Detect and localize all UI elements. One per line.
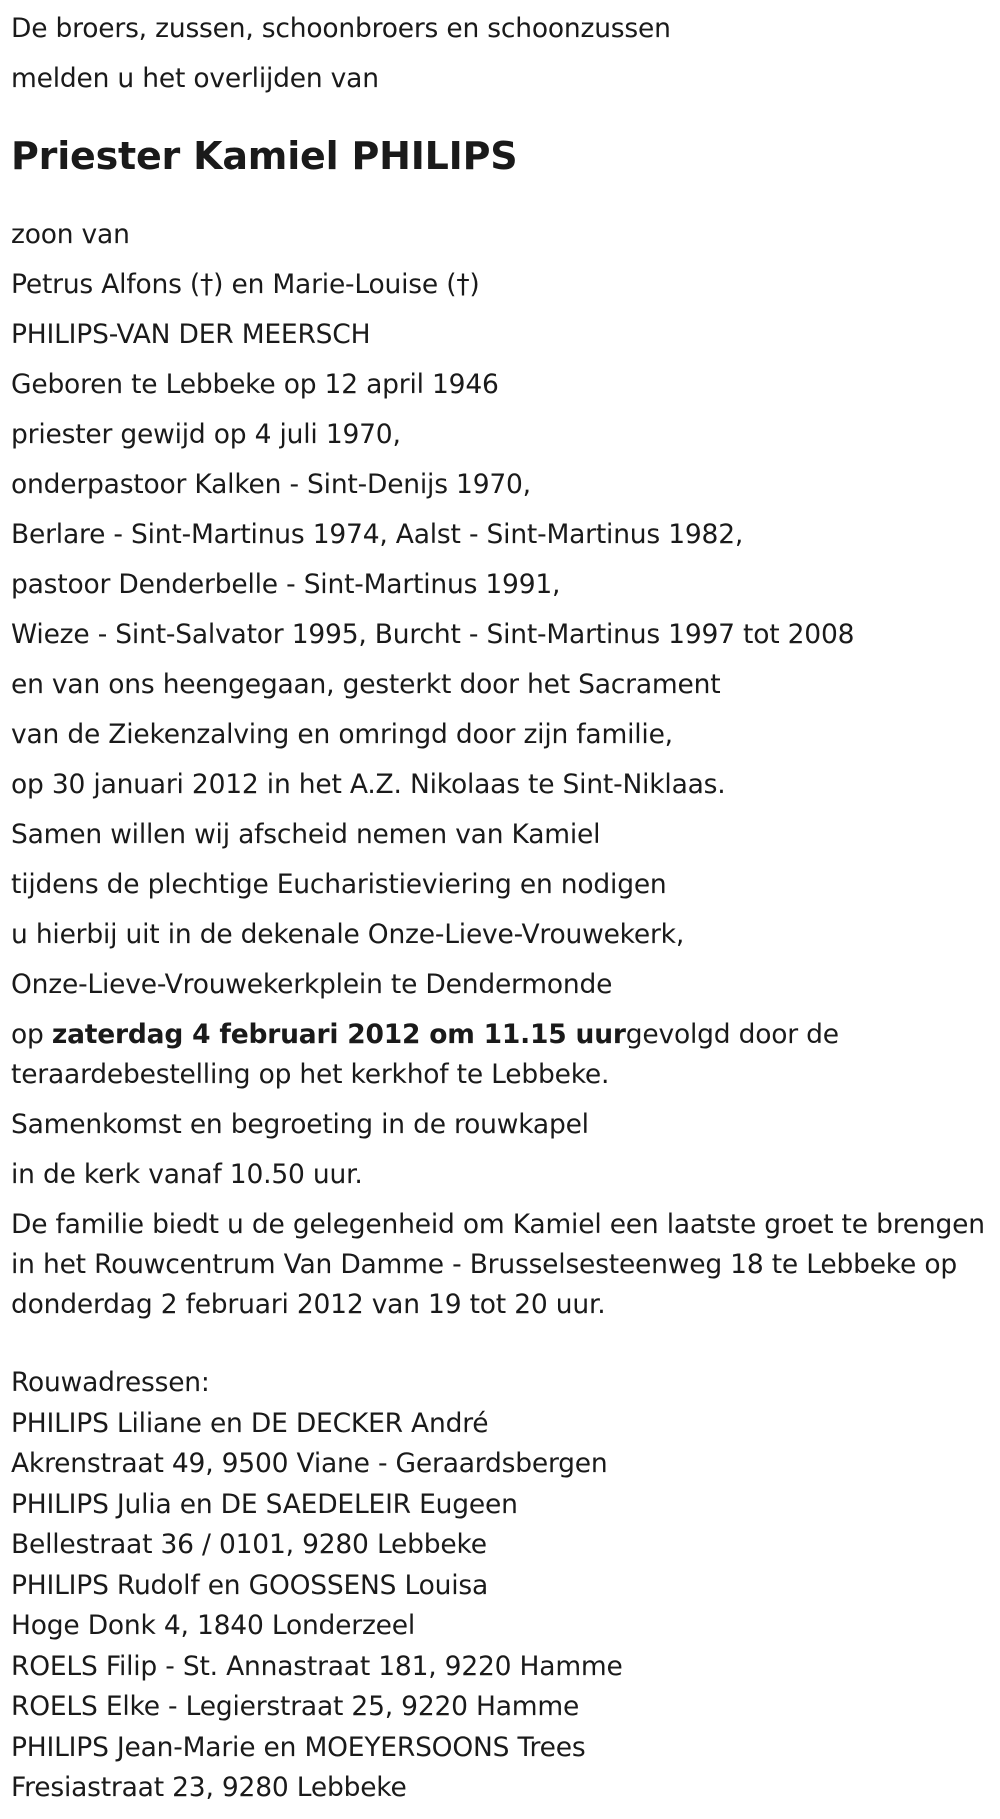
detail-line: Onze-Lieve-Vrouwekerkplein te Dendermonde — [11, 969, 613, 1000]
detail-line: Wieze - Sint-Salvator 1995, Burcht - Sint-Martinus 1997 tot 2008 — [11, 619, 855, 650]
address-line: PHILIPS Rudolf en GOOSSENS Louisa — [11, 1569, 489, 1601]
detail-line: van de Ziekenzalving en omringd door zijn familie, — [11, 719, 673, 750]
address-line: PHILIPS Jean-Marie en MOEYERSOONS Trees — [11, 1731, 586, 1763]
deceased-name-title: Priester Kamiel PHILIPS — [11, 134, 518, 178]
detail-line: pastoor Denderbelle - Sint-Martinus 1991, — [11, 569, 561, 600]
intro-line: melden u het overlijden van — [11, 63, 379, 94]
detail-line: Berlare - Sint-Martinus 1974, Aalst - Sint-Martinus 1982, — [11, 519, 744, 550]
detail-line: Petrus Alfons (†) en Marie-Louise (†) — [11, 269, 480, 300]
address-line: PHILIPS Julia en DE SAEDELEIR Eugeen — [11, 1488, 518, 1520]
detail-line: u hierbij uit in de dekenale Onze-Lieve-Vrouwekerk, — [11, 919, 685, 950]
detail-line: priester gewijd op 4 juli 1970, — [11, 419, 401, 450]
funeral-prefix: op — [11, 1019, 52, 1050]
detail-line: zoon van — [11, 219, 130, 250]
address-line: ROELS Filip - St. Annastraat 181, 9220 Hamme — [11, 1650, 623, 1682]
address-line: Akrenstraat 49, 9500 Viane - Geraardsbergen — [11, 1448, 608, 1479]
gathering-line: Samenkomst en begroeting in de rouwkapel — [11, 1109, 589, 1140]
detail-line: op 30 januari 2012 in het A.Z. Nikolaas te Sint-Niklaas. — [11, 769, 726, 800]
detail-line: Samen willen wij afscheid nemen van Kamiel — [11, 819, 601, 850]
funeral-paragraph — [11, 1015, 991, 1095]
gathering-line: in de kerk vanaf 10.50 uur. — [11, 1159, 363, 1190]
address-line: Fresiastraat 23, 9280 Lebbeke — [11, 1772, 407, 1803]
funeral-datetime: zaterdag 4 februari 2012 om 11.15 uur — [51, 1019, 626, 1050]
gathering-block — [11, 1100, 1000, 1200]
detail-line: en van ons heengegaan, gesterkt door het Sacrament — [11, 669, 721, 700]
addresses-heading: Rouwadressen: — [11, 1367, 210, 1398]
details-block — [11, 210, 1000, 1010]
intro-block — [11, 4, 1000, 104]
address-line: Hoge Donk 4, 1840 Londerzeel — [11, 1610, 416, 1641]
detail-line: tijdens de plechtige Eucharistieviering en nodigen — [11, 869, 667, 900]
detail-line: Geboren te Lebbeke op 12 april 1946 — [11, 369, 499, 400]
address-line: ROELS Elke - Legierstraat 25, 9220 Hamme — [11, 1691, 580, 1722]
address-line: Bellestraat 36 / 0101, 9280 Lebbeke — [11, 1529, 487, 1560]
farewell-paragraph: De familie biedt u de gelegenheid om Kamiel een laatste groet te brengen in het Rouwcentrum Van Damme - Brusselsesteenweg 18 te Lebbeke op donderdag 2 februari 2012 van 19 tot 20 uur. — [11, 1209, 985, 1320]
intro-line: De broers, zussen, schoonbroers en schoonzussen — [11, 13, 671, 44]
address-line: PHILIPS Liliane en DE DECKER André — [11, 1407, 489, 1439]
detail-line: PHILIPS-VAN DER MEERSCH — [11, 319, 371, 350]
addresses-block — [11, 1363, 1000, 1809]
detail-line: onderpastoor Kalken - Sint-Denijs 1970, — [11, 469, 531, 500]
funeral-suffix: gevolgd door de teraardebestelling op het kerkhof te Lebbeke. — [11, 1019, 839, 1090]
